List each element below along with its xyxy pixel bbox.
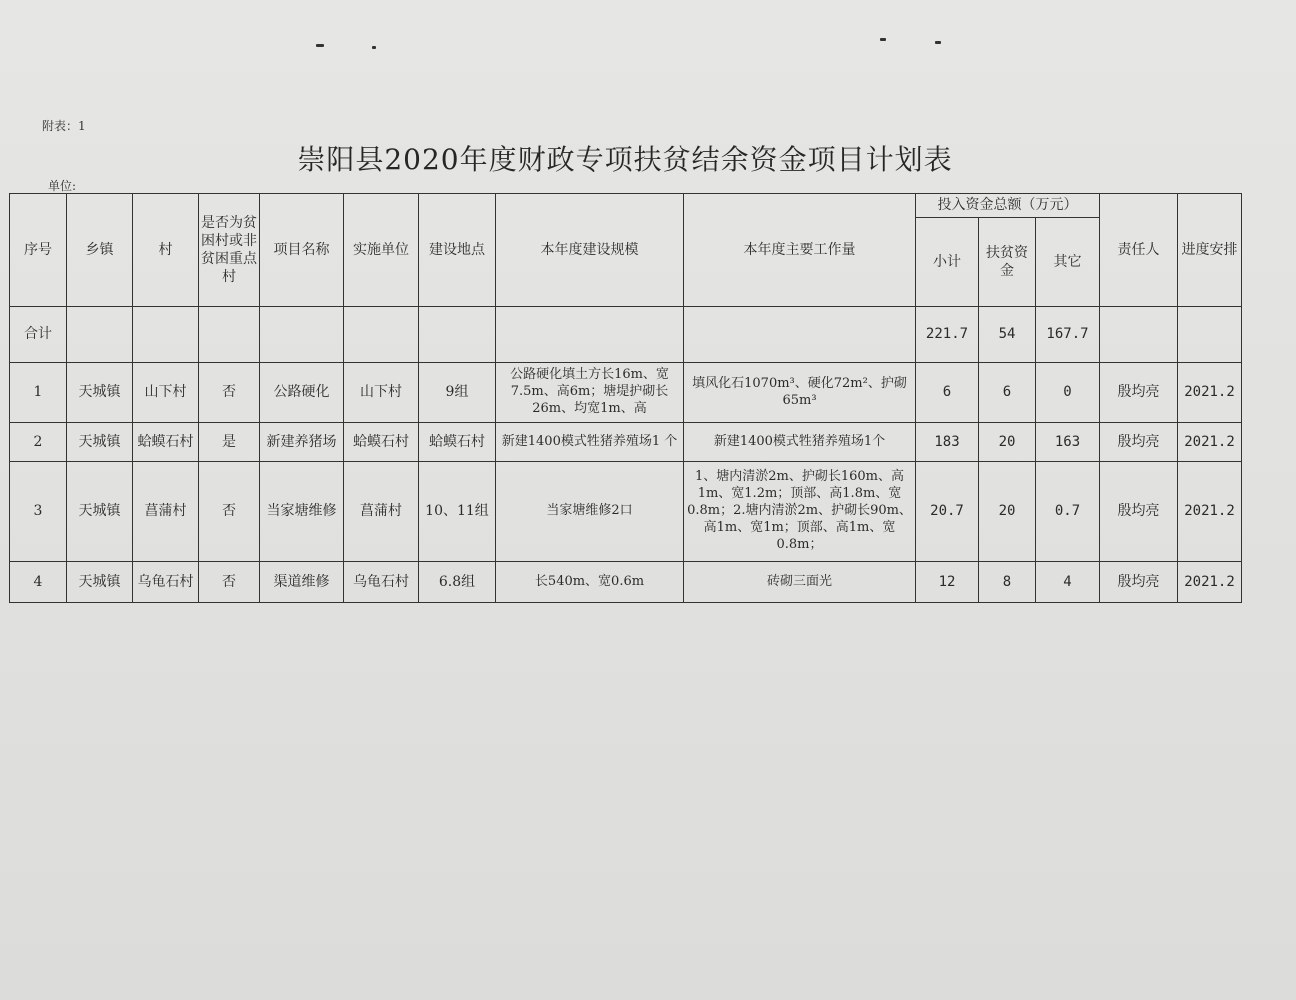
header-row	[10, 194, 1242, 218]
total-empty-cell	[419, 307, 496, 363]
total-empty-cell	[684, 307, 916, 363]
row-subtotal: 6	[916, 363, 979, 423]
total-empty-cell	[344, 307, 419, 363]
row-town: 天城镇	[67, 562, 133, 603]
header-project-name: 项目名称	[260, 194, 344, 307]
row-poverty-fund: 8	[979, 562, 1036, 603]
page-title: 崇阳县2020年度财政专项扶贫结余资金项目计划表	[297, 143, 953, 176]
total-empty-cell	[1100, 307, 1178, 363]
total-other: 167.7	[1036, 307, 1100, 363]
table-row	[10, 562, 1242, 603]
row-project-name: 当家塘维修	[260, 462, 344, 562]
row-town: 天城镇	[67, 363, 133, 423]
total-label: 合计	[10, 307, 67, 363]
row-implementer: 蛤蟆石村	[344, 423, 419, 462]
row-location: 9组	[419, 363, 496, 423]
total-empty-cell	[133, 307, 199, 363]
row-workload: 新建1400模式牲猪养殖场1个	[684, 423, 916, 462]
header-funds-total: 投入资金总额（万元）	[916, 194, 1100, 218]
header-town: 乡镇	[67, 194, 133, 307]
row-project-name: 渠道维修	[260, 562, 344, 603]
total-empty-cell	[199, 307, 260, 363]
row-workload: 1、塘内清淤2m、护砌长160m、高1m、宽1.2m；顶部、高1.8m、宽0.8m；2.塘内清淤2m、护砌长90m、高1m、宽1m；顶部、高1m、宽0.8m；	[684, 462, 916, 562]
row-poor-village: 否	[199, 462, 260, 562]
scan-speck	[935, 41, 941, 44]
total-poverty-fund: 54	[979, 307, 1036, 363]
row-poor-village: 否	[199, 562, 260, 603]
row-village: 乌龟石村	[133, 562, 199, 603]
header-scale: 本年度建设规模	[496, 194, 684, 307]
row-seq: 1	[10, 363, 67, 423]
row-village: 菖蒲村	[133, 462, 199, 562]
project-plan-table	[9, 193, 1242, 603]
row-location: 蛤蟆石村	[419, 423, 496, 462]
row-poverty-fund: 20	[979, 423, 1036, 462]
row-scale: 长540m、宽0.6m	[496, 562, 684, 603]
row-responsible: 殷均亮	[1100, 423, 1178, 462]
row-scale: 公路硬化填土方长16m、宽7.5m、高6m；塘堤护砌长26m、均宽1m、高	[496, 363, 684, 423]
row-town: 天城镇	[67, 462, 133, 562]
total-row	[10, 307, 1242, 363]
table-row	[10, 363, 1242, 423]
row-other: 0.7	[1036, 462, 1100, 562]
header-village: 村	[133, 194, 199, 307]
header-poverty-fund: 扶贫资金	[979, 218, 1036, 307]
header-schedule: 进度安排	[1178, 194, 1242, 307]
row-village: 蛤蟆石村	[133, 423, 199, 462]
row-workload: 填风化石1070m³、硬化72m²、护砌65m³	[684, 363, 916, 423]
scan-speck	[372, 46, 376, 49]
row-project-name: 新建养猪场	[260, 423, 344, 462]
row-responsible: 殷均亮	[1100, 462, 1178, 562]
row-other: 0	[1036, 363, 1100, 423]
row-subtotal: 20.7	[916, 462, 979, 562]
scan-speck	[316, 44, 324, 47]
row-poverty-fund: 6	[979, 363, 1036, 423]
row-implementer: 乌龟石村	[344, 562, 419, 603]
row-poor-village: 否	[199, 363, 260, 423]
row-location: 6.8组	[419, 562, 496, 603]
total-empty-cell	[67, 307, 133, 363]
row-scale: 当家塘维修2口	[496, 462, 684, 562]
row-scale: 新建1400模式牲猪养殖场1 个	[496, 423, 684, 462]
row-town: 天城镇	[67, 423, 133, 462]
row-schedule: 2021.2	[1178, 462, 1242, 562]
row-implementer: 菖蒲村	[344, 462, 419, 562]
total-empty-cell	[1178, 307, 1242, 363]
header-seq: 序号	[10, 194, 67, 307]
row-location: 10、11组	[419, 462, 496, 562]
table-row	[10, 423, 1242, 462]
total-empty-cell	[260, 307, 344, 363]
unit-label: 单位:	[48, 179, 77, 193]
total-subtotal: 221.7	[916, 307, 979, 363]
row-schedule: 2021.2	[1178, 363, 1242, 423]
header-poor-village: 是否为贫困村或非贫困重点村	[199, 194, 260, 307]
total-empty-cell	[496, 307, 684, 363]
row-seq: 4	[10, 562, 67, 603]
row-other: 163	[1036, 423, 1100, 462]
row-schedule: 2021.2	[1178, 562, 1242, 603]
header-other: 其它	[1036, 218, 1100, 307]
row-project-name: 公路硬化	[260, 363, 344, 423]
row-workload: 砖砌三面光	[684, 562, 916, 603]
row-village: 山下村	[133, 363, 199, 423]
header-subtotal: 小计	[916, 218, 979, 307]
row-poor-village: 是	[199, 423, 260, 462]
row-implementer: 山下村	[344, 363, 419, 423]
row-seq: 2	[10, 423, 67, 462]
annex-label: 附表：1	[42, 119, 86, 133]
header-workload: 本年度主要工作量	[684, 194, 916, 307]
row-subtotal: 12	[916, 562, 979, 603]
row-poverty-fund: 20	[979, 462, 1036, 562]
row-other: 4	[1036, 562, 1100, 603]
header-implementer: 实施单位	[344, 194, 419, 307]
header-responsible: 责任人	[1100, 194, 1178, 307]
row-seq: 3	[10, 462, 67, 562]
header-location: 建设地点	[419, 194, 496, 307]
row-subtotal: 183	[916, 423, 979, 462]
scan-speck	[880, 38, 886, 41]
row-responsible: 殷均亮	[1100, 562, 1178, 603]
table-row	[10, 462, 1242, 562]
row-responsible: 殷均亮	[1100, 363, 1178, 423]
row-schedule: 2021.2	[1178, 423, 1242, 462]
